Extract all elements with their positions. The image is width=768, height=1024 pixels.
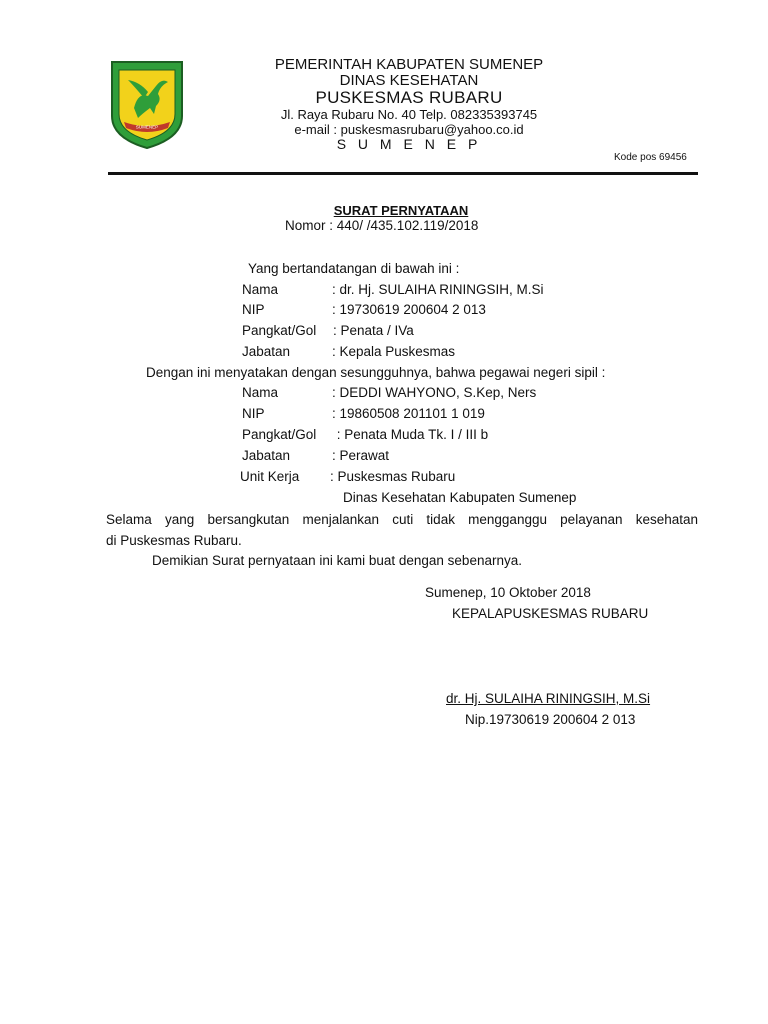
letterhead-address: Jl. Raya Rubaru No. 40 Telp. 082335393745 (280, 107, 538, 122)
field-label: Nama (242, 282, 279, 297)
employee-row (242, 448, 389, 463)
letterhead-government: PEMERINTAH KABUPATEN SUMENEP (274, 56, 544, 73)
unit-line-2: Dinas Kesehatan Kabupaten Sumenep (343, 490, 577, 505)
signer-row (242, 323, 414, 338)
body-paragraph-line2: di Puskesmas Rubaru. (106, 533, 242, 548)
field-label: NIP (242, 302, 265, 317)
postal-code: Kode pos 69456 (614, 152, 687, 163)
field-value: : Penata Muda Tk. I / III b (333, 427, 489, 442)
signer-row (242, 344, 455, 359)
field-label: Nama (242, 385, 279, 400)
letterhead-email: e-mail : puskesmasrubaru@yahoo.co.id (294, 122, 524, 137)
employee-row (242, 385, 536, 400)
letterhead-institution: PUSKESMAS RUBARU (315, 88, 503, 107)
field-label: Jabatan (242, 344, 291, 359)
field-label: NIP (242, 406, 265, 421)
field-label: Unit Kerja (240, 469, 300, 484)
field-value: : 19860508 201101 1 019 (332, 406, 485, 421)
letterhead-city: S U M E N E P (336, 136, 482, 152)
document-title: SURAT PERNYATAAN (333, 203, 469, 218)
field-label: Pangkat/Gol (242, 427, 317, 442)
field-value: : Kepala Puskesmas (332, 344, 456, 359)
intro-line: Yang bertandatangan di bawah ini : (248, 261, 460, 276)
statement-line: Dengan ini menyatakan dengan sesungguhnya, bahwa pegawai negeri sipil : (146, 365, 606, 380)
employee-row (240, 469, 455, 484)
field-label: Jabatan (242, 448, 291, 463)
place-date: Sumenep, 10 Oktober 2018 (425, 585, 591, 600)
signer-position: KEPALAPUSKESMAS RUBARU (452, 606, 649, 621)
closing-line: Demikian Surat pernyataan ini kami buat dengan sebenarnya. (152, 553, 522, 568)
signer-nip: Nip.19730619 200604 2 013 (465, 712, 636, 727)
puskesmas-logo (104, 56, 190, 152)
signer-row (242, 302, 486, 317)
body-paragraph-line1: Selama yang bersangkutan menjalankan cuti tidak mengganggu pelayanan kesehatan (106, 512, 698, 527)
field-value: : dr. Hj. SULAIHA RININGSIH, M.Si (332, 282, 544, 297)
document-number: Nomor : 440/ /435.102.119/2018 (285, 218, 479, 233)
field-value: : 19730619 200604 2 013 (332, 302, 486, 317)
field-value: : Penata / IVa (333, 323, 414, 338)
employee-row (242, 427, 488, 442)
field-value: : DEDDI WAHYONO, S.Kep, Ners (332, 385, 537, 400)
field-value: : Puskesmas Rubaru (330, 469, 456, 484)
signer-name: dr. Hj. SULAIHA RININGSIH, M.Si (446, 691, 651, 706)
field-label: Pangkat/Gol (242, 323, 317, 338)
field-value: : Perawat (332, 448, 390, 463)
header-divider (108, 172, 698, 175)
signer-row (242, 282, 544, 297)
letterhead-department: DINAS KESEHATAN (339, 72, 479, 89)
logo-banner-text: SUMENEP (135, 124, 159, 130)
employee-row (242, 406, 485, 421)
